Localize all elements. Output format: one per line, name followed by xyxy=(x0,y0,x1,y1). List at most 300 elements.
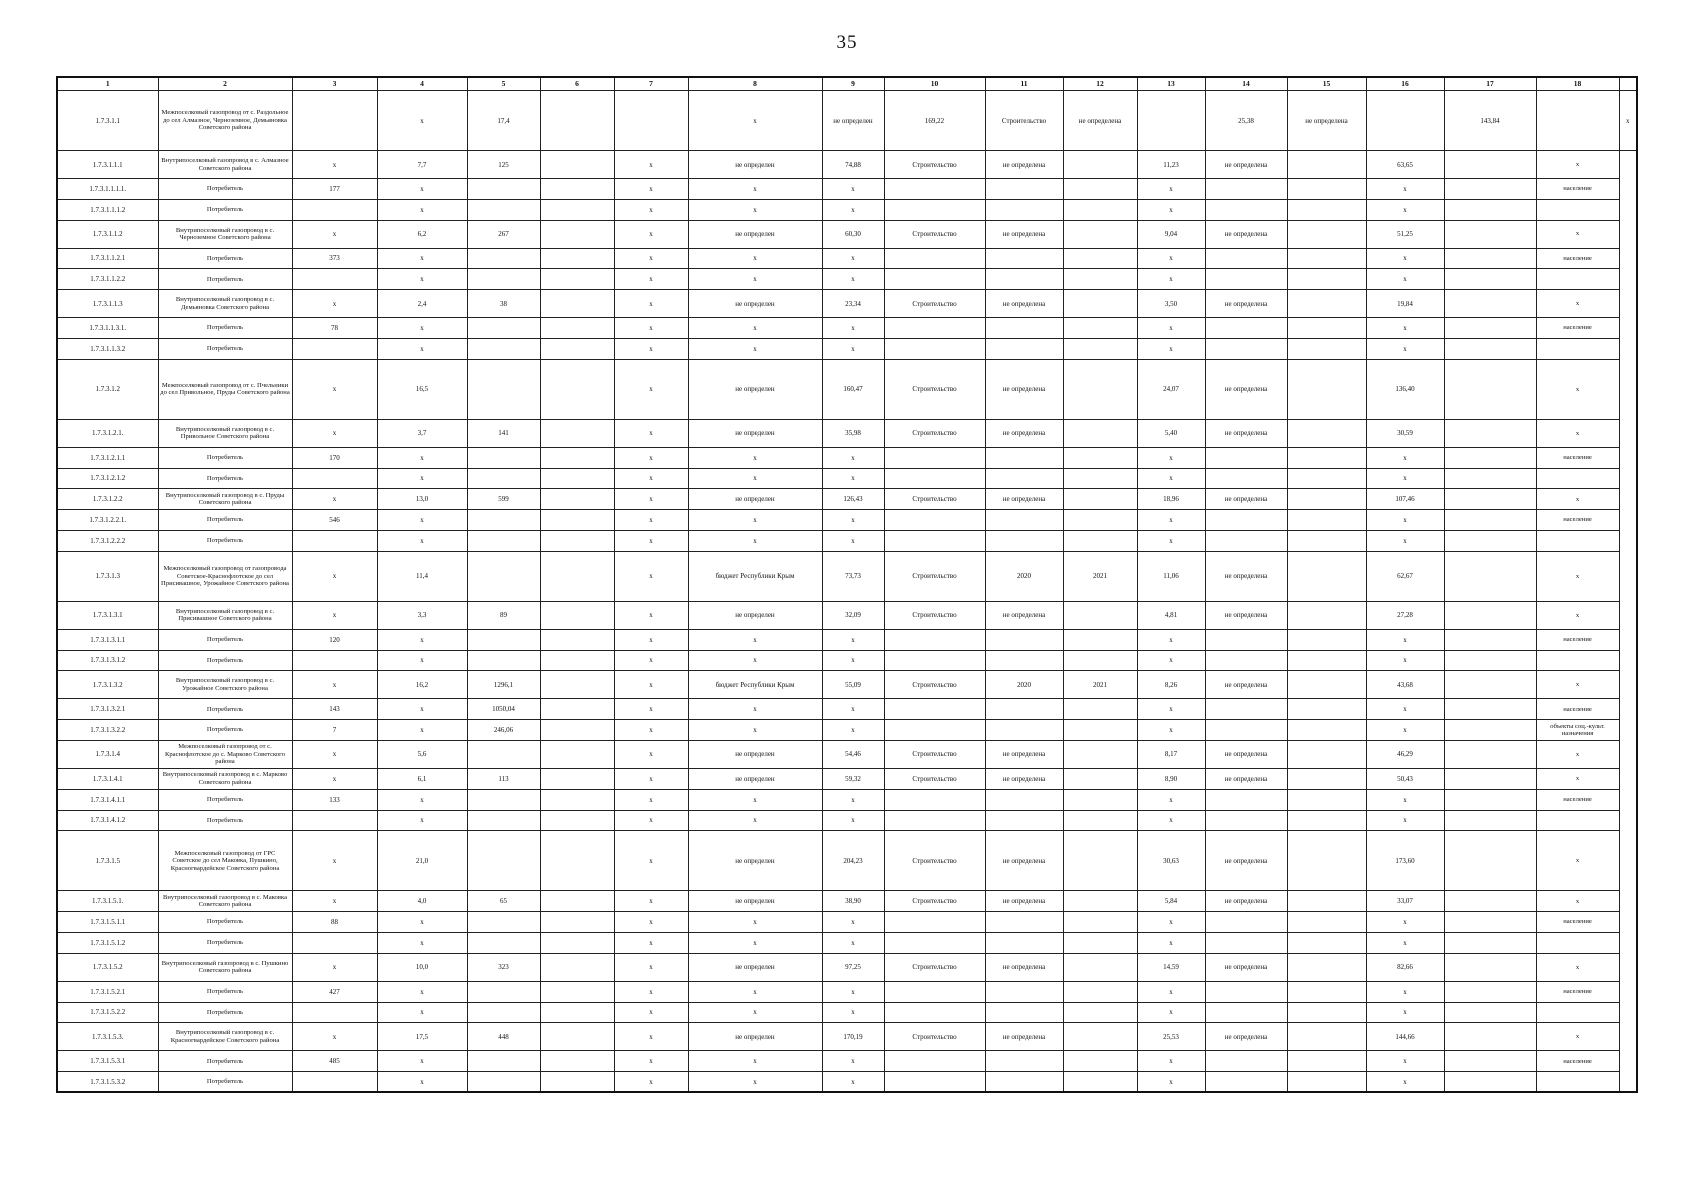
table-cell: х xyxy=(377,932,467,953)
table-cell: не определен xyxy=(688,290,822,318)
table-cell xyxy=(292,199,377,220)
table-row xyxy=(57,1072,1637,1093)
object-name-cell: Потребитель xyxy=(158,720,292,741)
table-cell xyxy=(540,468,614,489)
table-cell: не определена xyxy=(1205,290,1287,318)
object-name-cell: Потребитель xyxy=(158,468,292,489)
table-cell xyxy=(540,1023,614,1051)
table-cell xyxy=(985,510,1063,531)
table-cell: х xyxy=(614,290,688,318)
table-cell xyxy=(1063,151,1137,179)
table-cell xyxy=(1444,447,1536,468)
table-cell: не определен xyxy=(688,1023,822,1051)
table-cell xyxy=(1137,91,1205,151)
table-cell: х xyxy=(688,338,822,359)
table-cell xyxy=(1205,1002,1287,1023)
table-cell xyxy=(1287,912,1366,933)
column-header: 10 xyxy=(884,77,985,91)
table-cell xyxy=(1063,891,1137,912)
table-cell: х xyxy=(822,912,884,933)
table-cell: не определена xyxy=(1205,220,1287,248)
table-cell: х xyxy=(614,489,688,510)
table-cell: Строительство xyxy=(884,551,985,601)
table-cell xyxy=(1536,1002,1619,1023)
table-cell: х xyxy=(1366,338,1444,359)
table-cell xyxy=(884,810,985,831)
table-cell: 65 xyxy=(467,891,540,912)
table-cell xyxy=(1063,359,1137,419)
table-cell xyxy=(1444,318,1536,339)
table-cell xyxy=(467,447,540,468)
table-cell: не определена xyxy=(985,419,1063,447)
table-cell: не определена xyxy=(1205,953,1287,981)
table-cell: х xyxy=(614,720,688,741)
table-cell xyxy=(540,489,614,510)
table-cell: х xyxy=(822,932,884,953)
row-code-cell: 1.7.3.1.4.1.1 xyxy=(57,789,158,810)
table-cell xyxy=(985,248,1063,269)
table-row xyxy=(57,629,1637,650)
table-cell: не определена xyxy=(985,220,1063,248)
table-cell: 4,81 xyxy=(1137,601,1205,629)
table-cell: х xyxy=(1536,489,1619,510)
table-cell: 82,66 xyxy=(1366,953,1444,981)
table-cell xyxy=(1287,1051,1366,1072)
table-cell xyxy=(292,650,377,671)
table-cell: 144,66 xyxy=(1366,1023,1444,1051)
table-cell xyxy=(985,912,1063,933)
table-cell xyxy=(1205,720,1287,741)
table-cell xyxy=(884,912,985,933)
table-cell xyxy=(1205,650,1287,671)
table-cell xyxy=(1205,810,1287,831)
table-cell: 74,88 xyxy=(822,151,884,179)
table-cell: х xyxy=(1366,912,1444,933)
table-cell: население xyxy=(1536,912,1619,933)
table-cell: не определен xyxy=(688,419,822,447)
table-cell: х xyxy=(822,248,884,269)
table-cell: 21,0 xyxy=(377,831,467,891)
table-cell: 89 xyxy=(467,601,540,629)
table-cell: х xyxy=(822,530,884,551)
column-header: 13 xyxy=(1137,77,1205,91)
object-name-cell: Потребитель xyxy=(158,338,292,359)
table-cell xyxy=(1536,91,1619,151)
table-cell: х xyxy=(688,1072,822,1093)
table-cell: х xyxy=(292,489,377,510)
table-cell xyxy=(1063,740,1137,768)
table-row xyxy=(57,551,1637,601)
row-code-cell: 1.7.3.1.5.1. xyxy=(57,891,158,912)
table-cell: 3,50 xyxy=(1137,290,1205,318)
table-cell: 30,59 xyxy=(1366,419,1444,447)
table-cell xyxy=(1444,1002,1536,1023)
table-cell: х xyxy=(1366,1002,1444,1023)
table-cell: х xyxy=(614,1072,688,1093)
table-cell: 78 xyxy=(292,318,377,339)
table-cell xyxy=(292,530,377,551)
row-code-cell: 1.7.3.1.4 xyxy=(57,740,158,768)
table-row xyxy=(57,981,1637,1002)
row-code-cell: 1.7.3.1.2.2.1. xyxy=(57,510,158,531)
table-cell: х xyxy=(292,601,377,629)
table-cell xyxy=(1287,220,1366,248)
table-cell: х xyxy=(292,891,377,912)
row-code-cell: 1.7.3.1.1.1.2 xyxy=(57,199,158,220)
table-cell xyxy=(1444,1051,1536,1072)
table-cell: не определен xyxy=(688,220,822,248)
column-header: 3 xyxy=(292,77,377,91)
table-cell: х xyxy=(688,720,822,741)
table-cell xyxy=(1287,650,1366,671)
table-cell xyxy=(467,981,540,1002)
table-cell: х xyxy=(822,629,884,650)
table-cell xyxy=(1205,179,1287,200)
table-cell: не определена xyxy=(1287,91,1366,151)
table-row xyxy=(57,151,1637,179)
table-cell: 11,23 xyxy=(1137,151,1205,179)
table-cell: 16,5 xyxy=(377,359,467,419)
table-cell: х xyxy=(1137,269,1205,290)
table-cell xyxy=(1444,199,1536,220)
object-name-cell: Внутрипоселковый газопровод в с. Алмазное Советского района xyxy=(158,151,292,179)
table-cell xyxy=(1444,981,1536,1002)
object-name-cell: Межпоселковый газопровод от газопровода Советское-Краснофлотское до сел Присивашное, Урожайное Советского района xyxy=(158,551,292,601)
table-cell: х xyxy=(1619,91,1637,151)
table-cell: население xyxy=(1536,510,1619,531)
table-cell xyxy=(1536,269,1619,290)
table-cell xyxy=(1444,551,1536,601)
table-cell: х xyxy=(1536,551,1619,601)
table-cell xyxy=(1444,338,1536,359)
table-cell: Строительство xyxy=(884,740,985,768)
table-cell xyxy=(1205,338,1287,359)
table-cell: не определен xyxy=(688,740,822,768)
table-row xyxy=(57,831,1637,891)
table-cell xyxy=(1063,248,1137,269)
table-cell: х xyxy=(377,318,467,339)
table-cell: 169,22 xyxy=(884,91,985,151)
table-cell: не определена xyxy=(985,831,1063,891)
table-cell: 2020 xyxy=(985,551,1063,601)
table-cell: не определен xyxy=(688,151,822,179)
table-cell xyxy=(540,720,614,741)
table-cell: х xyxy=(688,650,822,671)
table-cell xyxy=(540,290,614,318)
table-cell xyxy=(985,318,1063,339)
table-cell: не определен xyxy=(688,489,822,510)
table-cell: 4,0 xyxy=(377,891,467,912)
table-cell: не определен xyxy=(688,601,822,629)
table-row xyxy=(57,932,1637,953)
object-name-cell: Потребитель xyxy=(158,179,292,200)
table-cell: 55,09 xyxy=(822,671,884,699)
object-name-cell: Потребитель xyxy=(158,248,292,269)
table-cell: 19,84 xyxy=(1366,290,1444,318)
table-cell xyxy=(884,248,985,269)
table-cell xyxy=(1287,199,1366,220)
table-cell: х xyxy=(1137,1072,1205,1093)
table-cell xyxy=(1287,489,1366,510)
table-cell xyxy=(1287,768,1366,789)
table-cell xyxy=(1063,810,1137,831)
row-code-cell: 1.7.3.1.5.3. xyxy=(57,1023,158,1051)
table-cell xyxy=(1063,650,1137,671)
table-cell xyxy=(985,447,1063,468)
table-cell xyxy=(1287,290,1366,318)
table-cell: 8,90 xyxy=(1137,768,1205,789)
table-cell xyxy=(1063,699,1137,720)
table-cell: 143,84 xyxy=(1444,91,1536,151)
object-name-cell: Потребитель xyxy=(158,789,292,810)
table-cell: х xyxy=(1366,932,1444,953)
table-cell xyxy=(884,1002,985,1023)
table-cell xyxy=(1444,768,1536,789)
table-cell: 38,90 xyxy=(822,891,884,912)
table-cell: 204,23 xyxy=(822,831,884,891)
table-cell: 160,47 xyxy=(822,359,884,419)
table-cell: население xyxy=(1536,179,1619,200)
table-cell xyxy=(985,530,1063,551)
object-name-cell: Межпоселковый газопровод от с. Краснофлотское до с. Марково Советского района xyxy=(158,740,292,768)
table-cell: х xyxy=(614,810,688,831)
table-cell: х xyxy=(377,1002,467,1023)
table-cell xyxy=(884,530,985,551)
table-cell xyxy=(1063,1023,1137,1051)
table-cell xyxy=(1205,932,1287,953)
table-cell xyxy=(1063,338,1137,359)
table-cell: 141 xyxy=(467,419,540,447)
table-cell: х xyxy=(1536,419,1619,447)
object-name-cell: Потребитель xyxy=(158,199,292,220)
table-cell: 427 xyxy=(292,981,377,1002)
table-cell: 10,0 xyxy=(377,953,467,981)
table-cell: х xyxy=(377,981,467,1002)
table-cell xyxy=(1063,269,1137,290)
table-row xyxy=(57,359,1637,419)
table-cell xyxy=(1063,912,1137,933)
table-cell: 120 xyxy=(292,629,377,650)
table-cell xyxy=(985,179,1063,200)
table-cell xyxy=(540,831,614,891)
table-cell xyxy=(467,530,540,551)
row-code-cell: 1.7.3.1.3.2 xyxy=(57,671,158,699)
row-code-cell: 1.7.3.1.2.1. xyxy=(57,419,158,447)
table-cell: х xyxy=(1366,199,1444,220)
table-cell: х xyxy=(822,699,884,720)
table-cell: х xyxy=(1366,720,1444,741)
table-row xyxy=(57,199,1637,220)
table-cell xyxy=(540,699,614,720)
table-cell xyxy=(985,468,1063,489)
table-row xyxy=(57,740,1637,768)
table-cell xyxy=(1063,1051,1137,1072)
gas-pipeline-table xyxy=(56,76,1638,1093)
table-cell xyxy=(1063,447,1137,468)
table-cell xyxy=(1287,789,1366,810)
object-name-cell: Внутрипоселковый газопровод в с. Урожайное Советского района xyxy=(158,671,292,699)
object-name-cell: Внутрипоселковый газопровод в с. Красногвардейское Советского района xyxy=(158,1023,292,1051)
table-cell xyxy=(540,981,614,1002)
row-code-cell: 1.7.3.1.5.2.1 xyxy=(57,981,158,1002)
table-cell: 51,25 xyxy=(1366,220,1444,248)
table-cell xyxy=(884,981,985,1002)
table-cell xyxy=(1444,290,1536,318)
table-cell: х xyxy=(1536,290,1619,318)
table-cell xyxy=(467,179,540,200)
table-cell: население xyxy=(1536,447,1619,468)
table-cell: 170 xyxy=(292,447,377,468)
table-cell: х xyxy=(1366,699,1444,720)
table-cell: х xyxy=(614,248,688,269)
table-cell: 170,19 xyxy=(822,1023,884,1051)
table-cell: 546 xyxy=(292,510,377,531)
object-name-cell: Внутрипоселковый газопровод в с. Привольное Советского района xyxy=(158,419,292,447)
column-header: 9 xyxy=(822,77,884,91)
table-cell: х xyxy=(1137,510,1205,531)
table-cell xyxy=(540,629,614,650)
table-cell xyxy=(467,338,540,359)
table-cell: 88 xyxy=(292,912,377,933)
table-cell: х xyxy=(822,720,884,741)
row-code-cell: 1.7.3.1.2.2 xyxy=(57,489,158,510)
object-name-cell: Потребитель xyxy=(158,981,292,1002)
table-cell xyxy=(884,318,985,339)
table-cell: 17,5 xyxy=(377,1023,467,1051)
table-cell: не определена xyxy=(985,768,1063,789)
table-cell xyxy=(1536,338,1619,359)
table-cell: х xyxy=(1137,629,1205,650)
table-cell: 136,40 xyxy=(1366,359,1444,419)
table-cell xyxy=(1205,447,1287,468)
object-name-cell: Потребитель xyxy=(158,932,292,953)
table-cell: 11,4 xyxy=(377,551,467,601)
table-cell: 46,29 xyxy=(1366,740,1444,768)
object-name-cell: Потребитель xyxy=(158,447,292,468)
table-cell: Строительство xyxy=(884,489,985,510)
header-row xyxy=(57,77,1637,91)
object-name-cell: Внутрипоселковый газопровод в с. Пруды Советского района xyxy=(158,489,292,510)
table-cell xyxy=(1287,338,1366,359)
table-row xyxy=(57,338,1637,359)
table-cell: Строительство xyxy=(884,290,985,318)
table-cell xyxy=(1444,891,1536,912)
table-cell xyxy=(540,810,614,831)
table-cell xyxy=(1287,932,1366,953)
table-cell: х xyxy=(377,248,467,269)
table-cell xyxy=(292,1072,377,1093)
table-cell: х xyxy=(1536,768,1619,789)
table-cell: х xyxy=(822,269,884,290)
table-cell: 6,1 xyxy=(377,768,467,789)
table-cell xyxy=(1444,831,1536,891)
table-cell: не определена xyxy=(1205,891,1287,912)
table-cell: х xyxy=(614,1051,688,1072)
table-cell xyxy=(1287,530,1366,551)
table-cell: 2021 xyxy=(1063,551,1137,601)
table-cell: х xyxy=(1366,1051,1444,1072)
row-code-cell: 1.7.3.1.5.3.1 xyxy=(57,1051,158,1072)
row-code-cell: 1.7.3.1.1.2.2 xyxy=(57,269,158,290)
table-cell: 97,25 xyxy=(822,953,884,981)
table-cell: х xyxy=(614,831,688,891)
table-cell: не определена xyxy=(1205,671,1287,699)
table-cell xyxy=(1063,768,1137,789)
table-cell: х xyxy=(1137,530,1205,551)
table-cell xyxy=(1287,551,1366,601)
table-cell xyxy=(540,1072,614,1093)
table-cell: 3,3 xyxy=(377,601,467,629)
column-header: 8 xyxy=(688,77,822,91)
table-cell: Строительство xyxy=(884,953,985,981)
object-name-cell: Внутрипоселковый газопровод в с. Маковка Советского района xyxy=(158,891,292,912)
table-cell xyxy=(1536,932,1619,953)
table-cell xyxy=(1063,489,1137,510)
page-number: 35 xyxy=(836,32,858,53)
table-row xyxy=(57,248,1637,269)
table-cell xyxy=(540,338,614,359)
table-cell: х xyxy=(688,91,822,151)
table-cell: 13,0 xyxy=(377,489,467,510)
table-cell xyxy=(1287,318,1366,339)
table-cell: 17,4 xyxy=(467,91,540,151)
table-cell: х xyxy=(1366,179,1444,200)
row-code-cell: 1.7.3.1.5.1.2 xyxy=(57,932,158,953)
table-cell: х xyxy=(688,1051,822,1072)
table-cell: 133 xyxy=(292,789,377,810)
table-cell xyxy=(884,269,985,290)
table-cell: 177 xyxy=(292,179,377,200)
table-row xyxy=(57,269,1637,290)
table-cell: 35,98 xyxy=(822,419,884,447)
table-cell: х xyxy=(1366,269,1444,290)
table-cell xyxy=(1287,419,1366,447)
table-cell: х xyxy=(1536,740,1619,768)
table-cell xyxy=(540,891,614,912)
table-cell: х xyxy=(1137,912,1205,933)
table-cell: х xyxy=(614,912,688,933)
object-name-cell: Межпоселковый газопровод от с. Раздольное до сел Алмазное, Черноземное, Демьяновка Советского района xyxy=(158,91,292,151)
table-cell: не определена xyxy=(985,151,1063,179)
table-cell: население xyxy=(1536,699,1619,720)
table-cell xyxy=(1205,629,1287,650)
table-cell: х xyxy=(614,629,688,650)
table-cell xyxy=(540,601,614,629)
table-cell: х xyxy=(614,789,688,810)
table-cell: х xyxy=(1366,318,1444,339)
table-cell xyxy=(1287,831,1366,891)
table-cell: 25,53 xyxy=(1137,1023,1205,1051)
row-code-cell: 1.7.3.1.5.2.2 xyxy=(57,1002,158,1023)
table-cell: х xyxy=(614,338,688,359)
table-cell: не определена xyxy=(985,740,1063,768)
table-cell: х xyxy=(1137,810,1205,831)
table-cell: х xyxy=(377,629,467,650)
table-cell xyxy=(1287,981,1366,1002)
table-cell: 25,38 xyxy=(1205,91,1287,151)
table-cell xyxy=(1205,530,1287,551)
table-cell xyxy=(1287,248,1366,269)
object-name-cell: Внутрипоселковый газопровод в с. Черноземное Советского района xyxy=(158,220,292,248)
table-row xyxy=(57,1002,1637,1023)
table-cell xyxy=(1287,510,1366,531)
table-cell: х xyxy=(377,510,467,531)
table-cell: 50,43 xyxy=(1366,768,1444,789)
table-cell: х xyxy=(614,953,688,981)
table-cell: население xyxy=(1536,248,1619,269)
table-cell: х xyxy=(292,953,377,981)
table-cell xyxy=(292,1002,377,1023)
